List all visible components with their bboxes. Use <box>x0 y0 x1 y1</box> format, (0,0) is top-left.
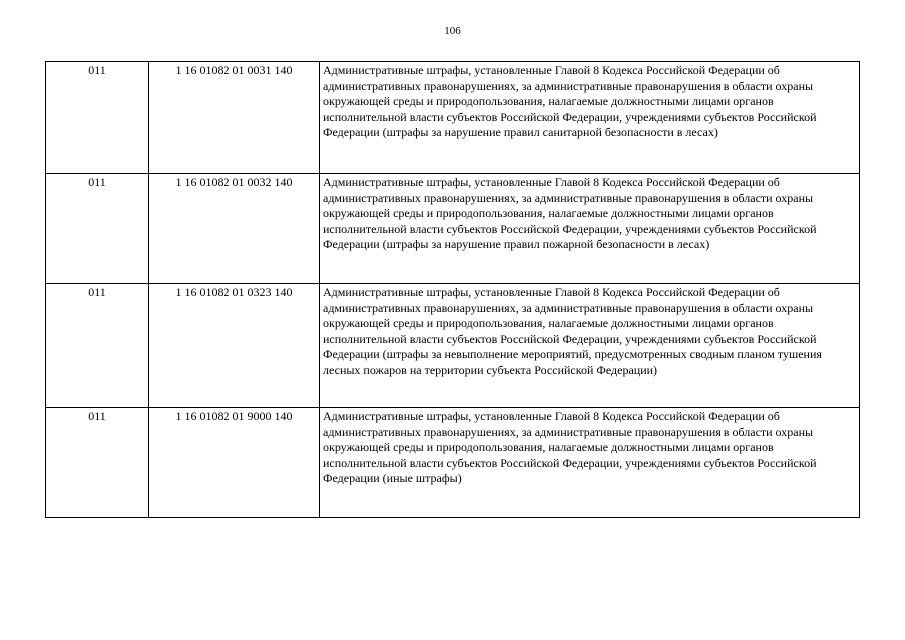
admin-code-cell: 011 <box>46 408 149 518</box>
page-number: 106 <box>444 25 461 37</box>
budget-code-cell: 1 16 01082 01 0323 140 <box>149 284 320 408</box>
revenue-code-table <box>45 61 860 518</box>
admin-code-cell: 011 <box>46 62 149 174</box>
table-row <box>46 62 860 174</box>
budget-code-cell: 1 16 01082 01 0032 140 <box>149 174 320 284</box>
admin-code-cell: 011 <box>46 284 149 408</box>
table-row <box>46 284 860 408</box>
admin-code-cell: 011 <box>46 174 149 284</box>
description-cell: Административные штрафы, установленные Главой 8 Кодекса Российской Федерации об административных правонарушениях, за административные правонарушения в области охраны окружающей среды и природопользования, налагаемые должностными лицами органов исполнительной власти субъектов Российской Федерации, учреждениями субъектов Российской Федерации (иные штрафы) <box>320 408 860 518</box>
table-row <box>46 408 860 518</box>
description-cell: Административные штрафы, установленные Главой 8 Кодекса Российской Федерации об административных правонарушениях, за административные правонарушения в области охраны окружающей среды и природопользования, налагаемые должностными лицами органов исполнительной власти субъектов Российской Федерации, учреждениями субъектов Российской Федерации (штрафы за нарушение правил санитарной безопасности в лесах) <box>320 62 860 174</box>
description-cell: Административные штрафы, установленные Главой 8 Кодекса Российской Федерации об административных правонарушениях, за административные правонарушения в области охраны окружающей среды и природопользования, налагаемые должностными лицами органов исполнительной власти субъектов Российской Федерации, учреждениями субъектов Российской Федерации (штрафы за нарушение правил пожарной безопасности в лесах) <box>320 174 860 284</box>
budget-code-cell: 1 16 01082 01 9000 140 <box>149 408 320 518</box>
budget-code-cell: 1 16 01082 01 0031 140 <box>149 62 320 174</box>
table-row <box>46 174 860 284</box>
description-cell: Административные штрафы, установленные Главой 8 Кодекса Российской Федерации об административных правонарушениях, за административные правонарушения в области охраны окружающей среды и природопользования, налагаемые должностными лицами органов исполнительной власти субъектов Российской Федерации, учреждениями субъектов Российской Федерации (штрафы за невыполнение мероприятий, предусмотренных сводным планом тушения лесных пожаров на территории субъекта Российской Федерации) <box>320 284 860 408</box>
